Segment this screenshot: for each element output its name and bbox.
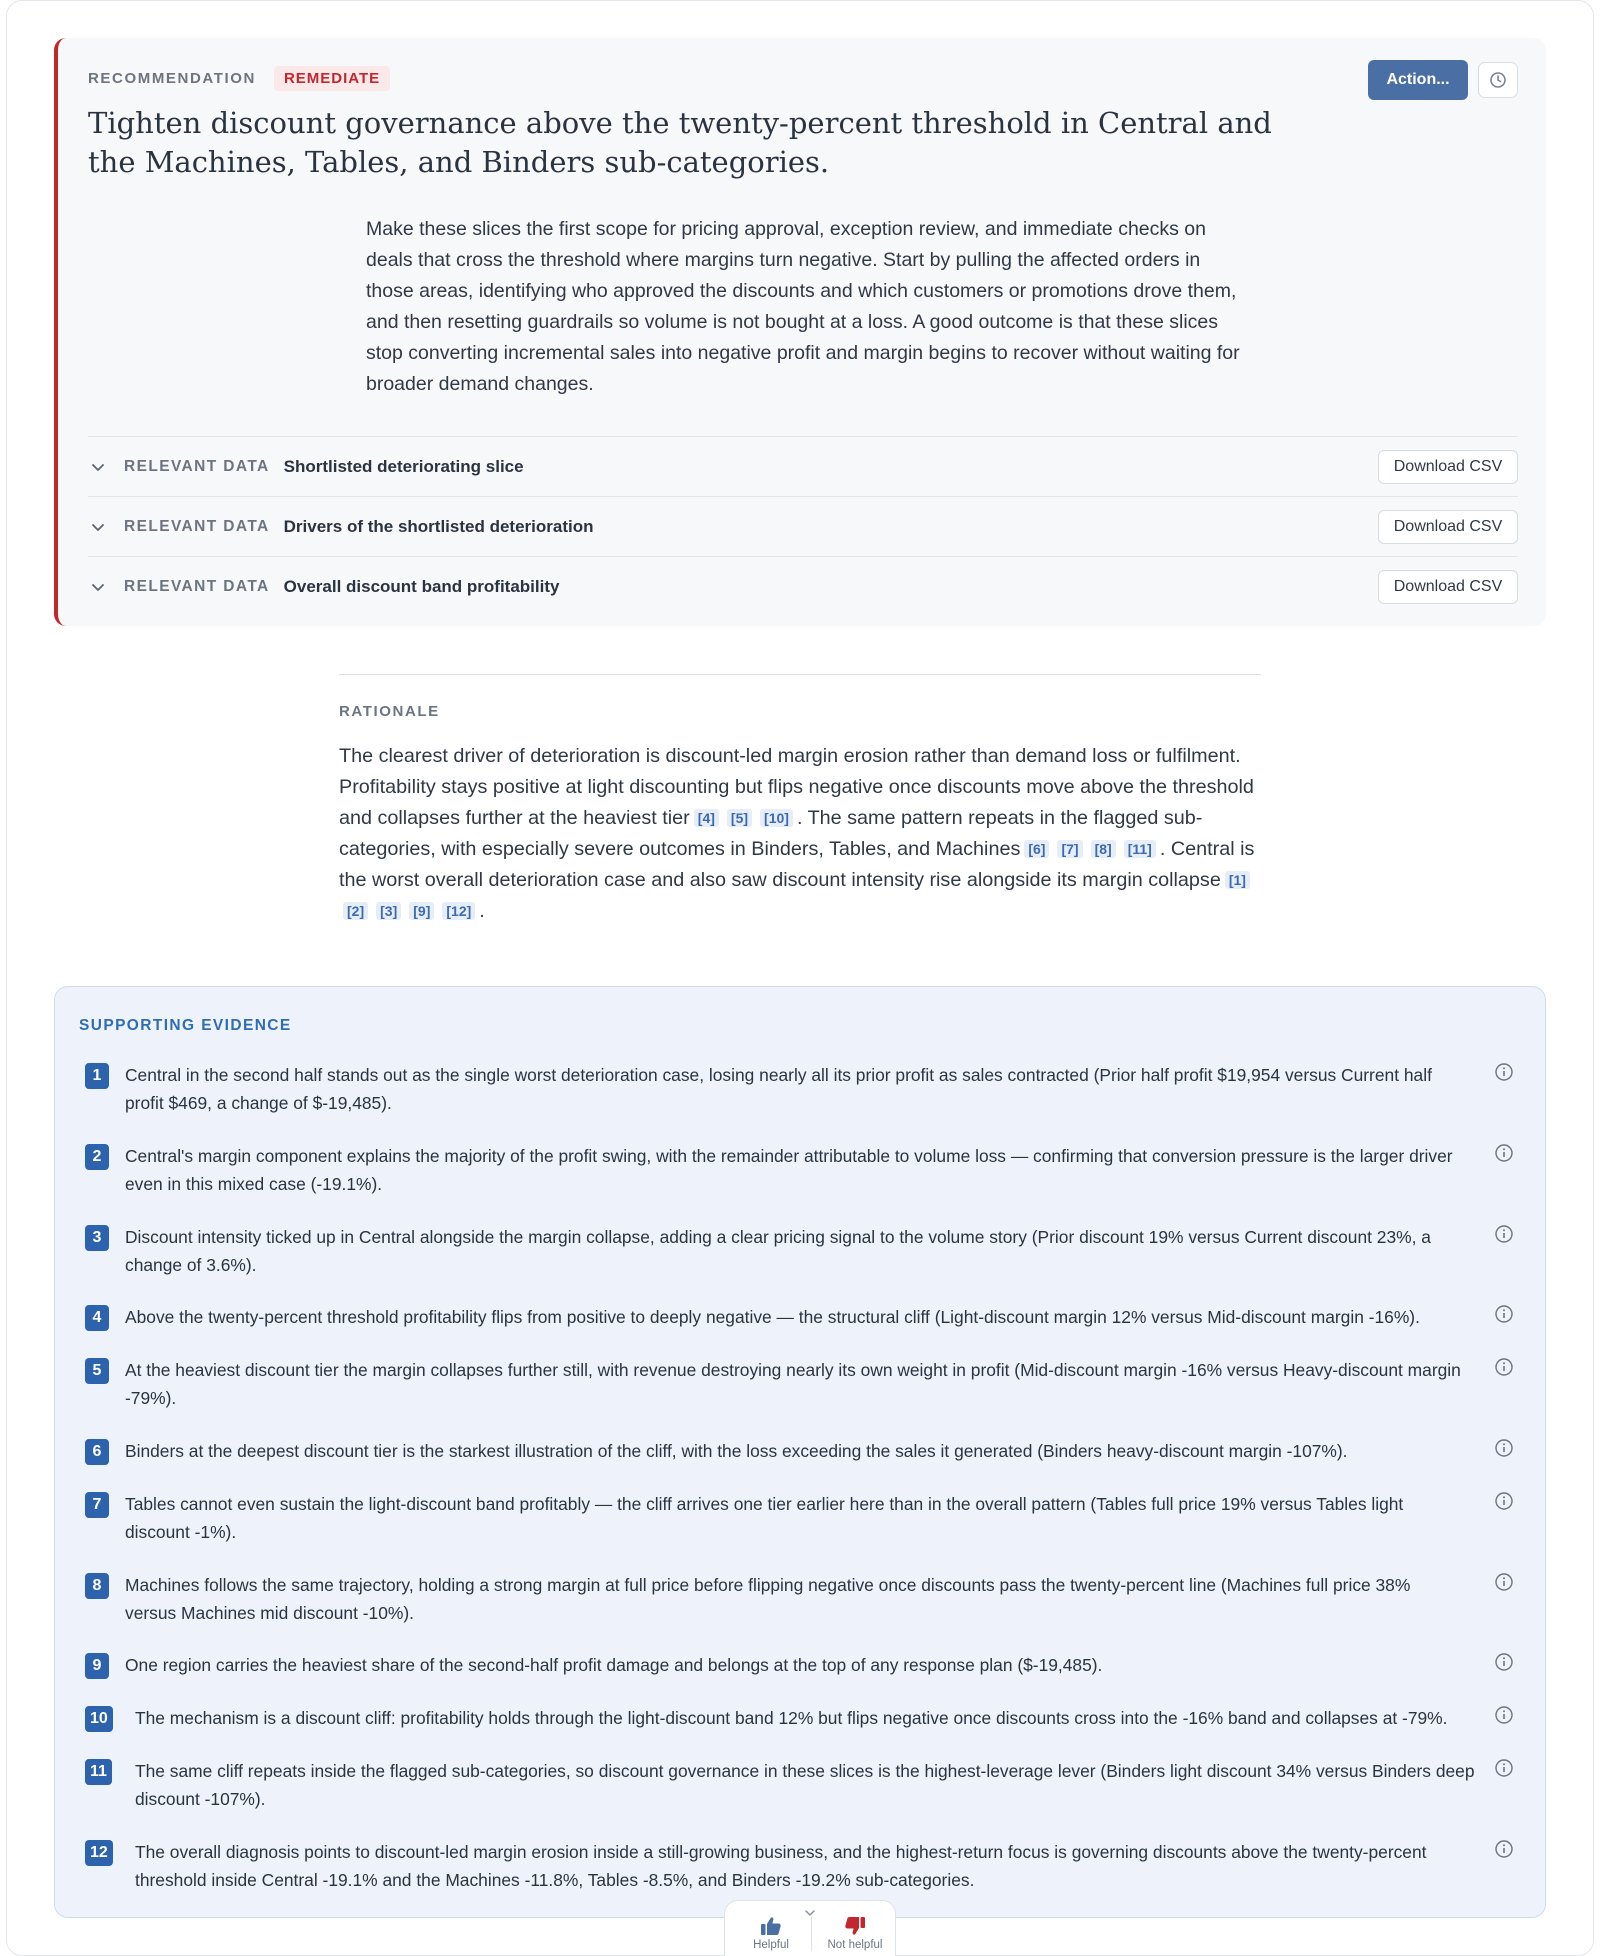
recommendation-body: Make these slices the first scope for pricing approval, exception review, and immediate checks on deals that cross the threshold where margins turn negative. Start by pulling the affected orders in those areas, identifying who approved the discounts and which customers or promotions drove them, and then resetting guardrails so volume is not bought at a loss. A good outcome is that these slices stop converting incremental sales into negative profit and margin begins to recover without waiting for broader demand changes. <box>366 218 1240 395</box>
relevant-data-label: RELEVANT DATA <box>124 517 270 535</box>
evidence-number: 12 <box>85 1840 113 1866</box>
download-csv-button[interactable]: Download CSV <box>1378 570 1518 604</box>
history-button[interactable] <box>1478 62 1518 98</box>
evidence-number: 7 <box>85 1492 109 1518</box>
info-icon[interactable] <box>1493 1142 1515 1164</box>
relevant-data-row[interactable] <box>88 496 1518 556</box>
relevant-data-row[interactable] <box>88 556 1518 616</box>
thumbs-down-icon <box>843 1915 867 1937</box>
helpful-label: Helpful <box>753 1939 789 1951</box>
evidence-number: 11 <box>85 1759 112 1785</box>
relevant-data-label: RELEVANT DATA <box>124 457 270 475</box>
recommendation-title: Tighten discount governance above the twenty-percent threshold in Central and the Machines, Tables, and Binders sub-categories. <box>88 106 1272 179</box>
rationale-body <box>339 741 1261 927</box>
citation-link[interactable]: [10] <box>760 809 793 827</box>
evidence-text: Binders at the deepest discount tier is the starkest illustration of the cliff, with the loss exceeding the sales it generated (Binders heavy-discount margin -107%). <box>125 1441 1348 1461</box>
chevron-down-icon[interactable] <box>90 516 112 538</box>
evidence-text: Machines follows the same trajectory, holding a strong margin at full price before flipping negative once discounts pass the twenty-percent line (Machines full price 38% versus Machines mid discount -10%). <box>125 1575 1411 1623</box>
rationale-text: . <box>479 900 485 922</box>
info-icon[interactable] <box>1493 1571 1515 1593</box>
evidence-text: The same cliff repeats inside the flagged sub-categories, so discount governance in these slices is the highest-leverage lever (Binders light discount 34% versus Binders deep discount -107%). <box>135 1761 1475 1809</box>
feedback-bar <box>724 1900 896 1956</box>
evidence-number: 6 <box>85 1439 109 1465</box>
not-helpful-label: Not helpful <box>827 1939 883 1951</box>
rationale-label: RATIONALE <box>339 703 440 720</box>
info-icon[interactable] <box>1493 1303 1515 1325</box>
info-icon[interactable] <box>1493 1838 1515 1860</box>
citation-link[interactable]: [11] <box>1124 840 1156 858</box>
feedback-divider <box>811 1917 812 1951</box>
recommendation-header <box>88 66 390 91</box>
rationale-text: The clearest driver of deterioration is discount-led margin erosion rather than demand loss or fulfilment. Profitability stays positive at light discounting but flips negative once discounts move above the threshold and collapses further at the heaviest tier <box>339 745 1254 829</box>
supporting-evidence-card <box>54 986 1546 1918</box>
relevant-data-title: Overall discount band profitability <box>283 576 560 596</box>
evidence-text: The mechanism is a discount cliff: profitability holds through the light-discount band 12% but flips negative once discounts cross into the -16% band and collapses at -79%. <box>135 1708 1448 1728</box>
relevant-data-title: Shortlisted deteriorating slice <box>283 456 524 476</box>
action-button[interactable]: Action... <box>1368 60 1468 100</box>
evidence-text: Discount intensity ticked up in Central alongside the margin collapse, adding a clear pricing signal to the volume story (Prior discount 19% versus Current discount 23%, a change of 3.6%). <box>125 1227 1431 1275</box>
citation-link[interactable]: [2] <box>343 902 368 920</box>
not-helpful-button[interactable] <box>815 1915 895 1951</box>
evidence-number: 2 <box>85 1144 109 1170</box>
clock-icon <box>1489 71 1507 89</box>
chevron-down-icon[interactable] <box>90 456 112 478</box>
rationale-divider <box>339 674 1261 675</box>
citation-link[interactable]: [5] <box>727 809 752 827</box>
citation-link[interactable]: [7] <box>1057 840 1082 858</box>
citation-link[interactable]: [6] <box>1024 840 1049 858</box>
remediate-badge: REMEDIATE <box>274 66 390 91</box>
helpful-button[interactable] <box>731 1915 811 1951</box>
citation-link[interactable]: [9] <box>409 902 434 920</box>
info-icon[interactable] <box>1493 1704 1515 1726</box>
citation-link[interactable]: [8] <box>1091 840 1116 858</box>
info-icon[interactable] <box>1493 1651 1515 1673</box>
relevant-data-title: Drivers of the shortlisted deterioration <box>283 516 594 536</box>
evidence-text: Tables cannot even sustain the light-discount band profitably — the cliff arrives one tier earlier here than in the overall pattern (Tables full price 19% versus Tables light discount -1%). <box>125 1494 1404 1542</box>
citation-link[interactable]: [4] <box>694 809 719 827</box>
citation-link[interactable]: [1] <box>1225 871 1250 889</box>
rationale-text: . Central is the worst overall deterioration case and also saw discount intensity rise alongside its margin collapse <box>339 838 1255 891</box>
info-icon[interactable] <box>1493 1490 1515 1512</box>
evidence-text: At the heaviest discount tier the margin collapses further still, with revenue destroying nearly its own weight in profit (Mid-discount margin -16% versus Heavy-discount margin -79%). <box>125 1360 1461 1408</box>
download-csv-button[interactable]: Download CSV <box>1378 510 1518 544</box>
thumbs-up-icon <box>759 1915 783 1937</box>
recommendation-card <box>54 38 1546 626</box>
evidence-text: Central's margin component explains the majority of the profit swing, with the remainder attributable to volume loss — confirming that conversion pressure is the larger driver even in this mixed case (-19.1%). <box>125 1146 1453 1194</box>
evidence-text: Central in the second half stands out as the single worst deterioration case, losing nearly all its prior profit as sales contracted (Prior half profit $19,954 versus Current half profit $469, a change of $-19,485). <box>125 1065 1432 1113</box>
evidence-text: The overall diagnosis points to discount-led margin erosion inside a still-growing business, and the highest-return focus is governing discounts above the twenty-percent threshold inside Central -19.1% and the Machines -11.8%, Tables -8.5%, and Binders -19.2% sub-categories. <box>135 1842 1427 1890</box>
relevant-data-row[interactable] <box>88 436 1518 496</box>
info-icon[interactable] <box>1493 1757 1515 1779</box>
relevant-data-label: RELEVANT DATA <box>124 577 270 595</box>
download-csv-button[interactable]: Download CSV <box>1378 450 1518 484</box>
supporting-evidence-label: SUPPORTING EVIDENCE <box>79 1017 292 1034</box>
evidence-text: Above the twenty-percent threshold profitability flips from positive to deeply negative — the structural cliff (Light-discount margin 12% versus Mid-discount margin -16%). <box>125 1307 1420 1327</box>
evidence-number: 4 <box>85 1305 109 1331</box>
evidence-number: 9 <box>85 1653 109 1679</box>
citation-link[interactable]: [12] <box>442 902 475 920</box>
info-icon[interactable] <box>1493 1437 1515 1459</box>
chevron-down-icon[interactable] <box>90 576 112 598</box>
info-icon[interactable] <box>1493 1356 1515 1378</box>
evidence-number: 8 <box>85 1573 109 1599</box>
evidence-number: 10 <box>85 1706 113 1732</box>
recommendation-label: RECOMMENDATION <box>88 70 256 87</box>
rationale-text: . The same pattern repeats in the flagged sub-categories, with especially severe outcomes in Binders, Tables, and Machines <box>339 807 1203 860</box>
evidence-number: 5 <box>85 1358 109 1384</box>
info-icon[interactable] <box>1493 1223 1515 1245</box>
evidence-text: One region carries the heaviest share of the second-half profit damage and belongs at the top of any response plan ($-19,485). <box>125 1655 1103 1675</box>
evidence-number: 3 <box>85 1225 109 1251</box>
citation-link[interactable]: [3] <box>376 902 401 920</box>
evidence-number: 1 <box>85 1063 109 1089</box>
info-icon[interactable] <box>1493 1061 1515 1083</box>
